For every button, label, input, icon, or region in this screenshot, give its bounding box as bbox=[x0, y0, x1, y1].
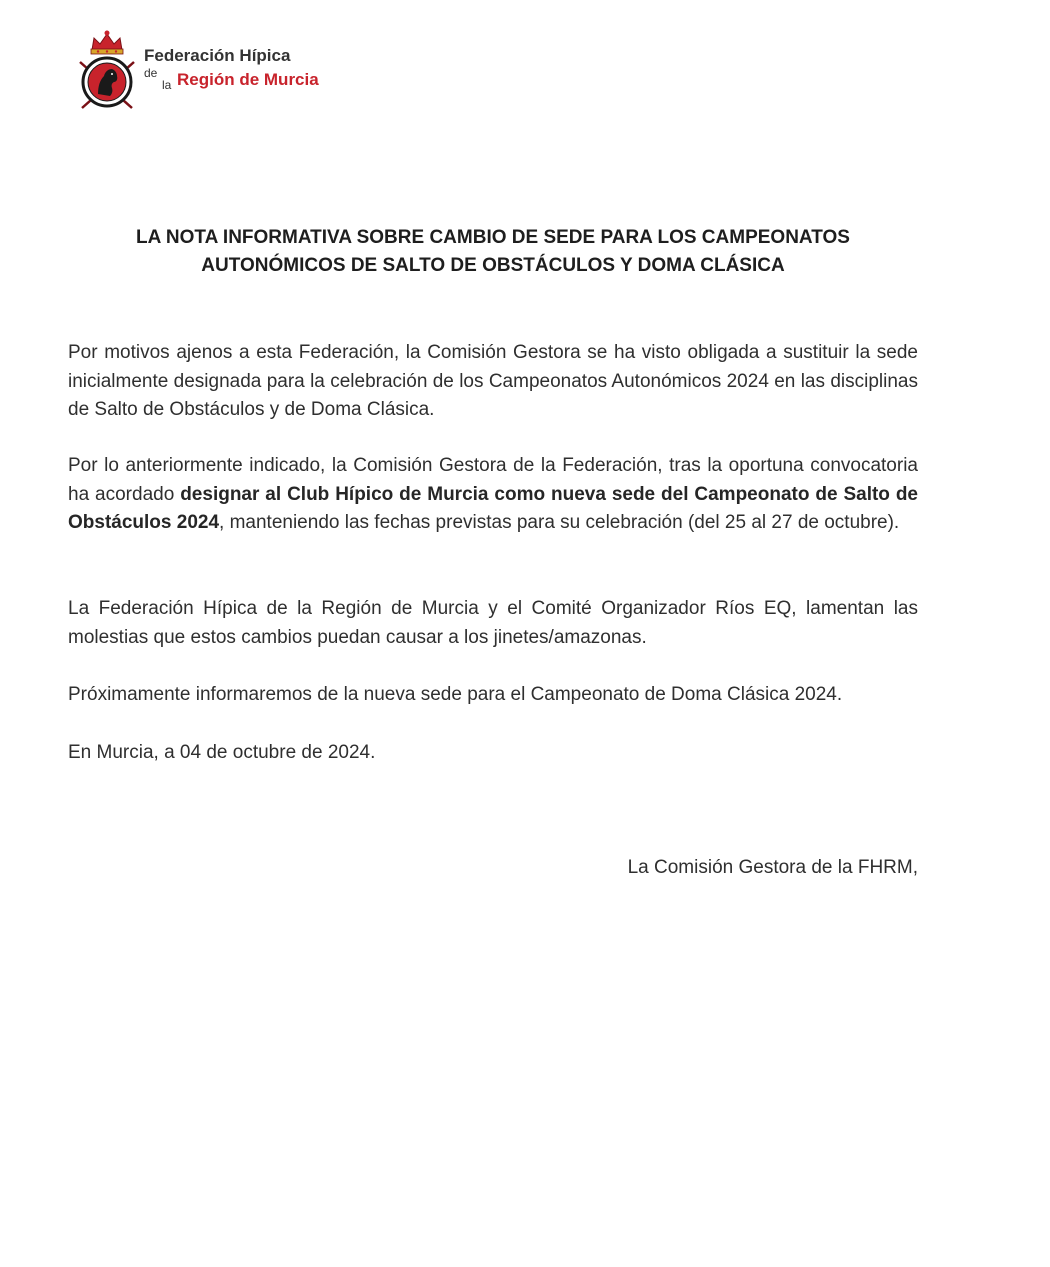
paragraph-2-text-a: Por lo anteriormente indicado, la Comisión Gestora de la Federación, tras la oportuna convocatoria ha acordado bbox=[68, 455, 918, 505]
paragraph-2 bbox=[68, 452, 918, 538]
header-logo bbox=[74, 28, 374, 118]
paragraph-4: Próximamente informaremos de la nueva sede para el Campeonato de Doma Clásica 2024. bbox=[68, 684, 843, 705]
signature: La Comisión Gestora de la FHRM, bbox=[627, 857, 918, 878]
org-name-de: de bbox=[144, 66, 158, 80]
org-name-line1: Federación Hípica bbox=[144, 46, 291, 65]
paragraph-1: Por motivos ajenos a esta Federación, la Comisión Gestora se ha visto obligada a sustituir la sede inicialmente designada para la celebración de los Campeonatos Autonómicos 2024 en las disciplinas de Salto de Obstáculos y de Doma Clásica. bbox=[68, 342, 918, 420]
paragraph-5-date: En Murcia, a 04 de octubre de 2024. bbox=[68, 742, 376, 763]
title-line-2: AUTONÓMICOS DE SALTO DE OBSTÁCULOS Y DOMA CLÁSICA bbox=[201, 255, 785, 276]
federation-crest-logo bbox=[74, 28, 140, 112]
paragraph-2-text-b: , manteniendo las fechas previstas para su celebración (del 25 al 27 de octubre). bbox=[219, 512, 900, 533]
title-line-1: LA NOTA INFORMATIVA SOBRE CAMBIO DE SEDE PARA LOS CAMPEONATOS bbox=[136, 227, 850, 248]
paragraph-2-bold: designar al Club Hípico de Murcia como nueva sede del Campeonato de Salto de Obstáculos 2024 bbox=[68, 483, 919, 533]
org-name-la: la bbox=[162, 78, 172, 92]
document-title bbox=[60, 224, 926, 280]
org-name-region: Región de Murcia bbox=[177, 70, 319, 89]
paragraph-3: La Federación Hípica de la Región de Murcia y el Comité Organizador Ríos EQ, lamentan las molestias que estos cambios puedan causar a los jinetes/amazonas. bbox=[68, 598, 918, 648]
